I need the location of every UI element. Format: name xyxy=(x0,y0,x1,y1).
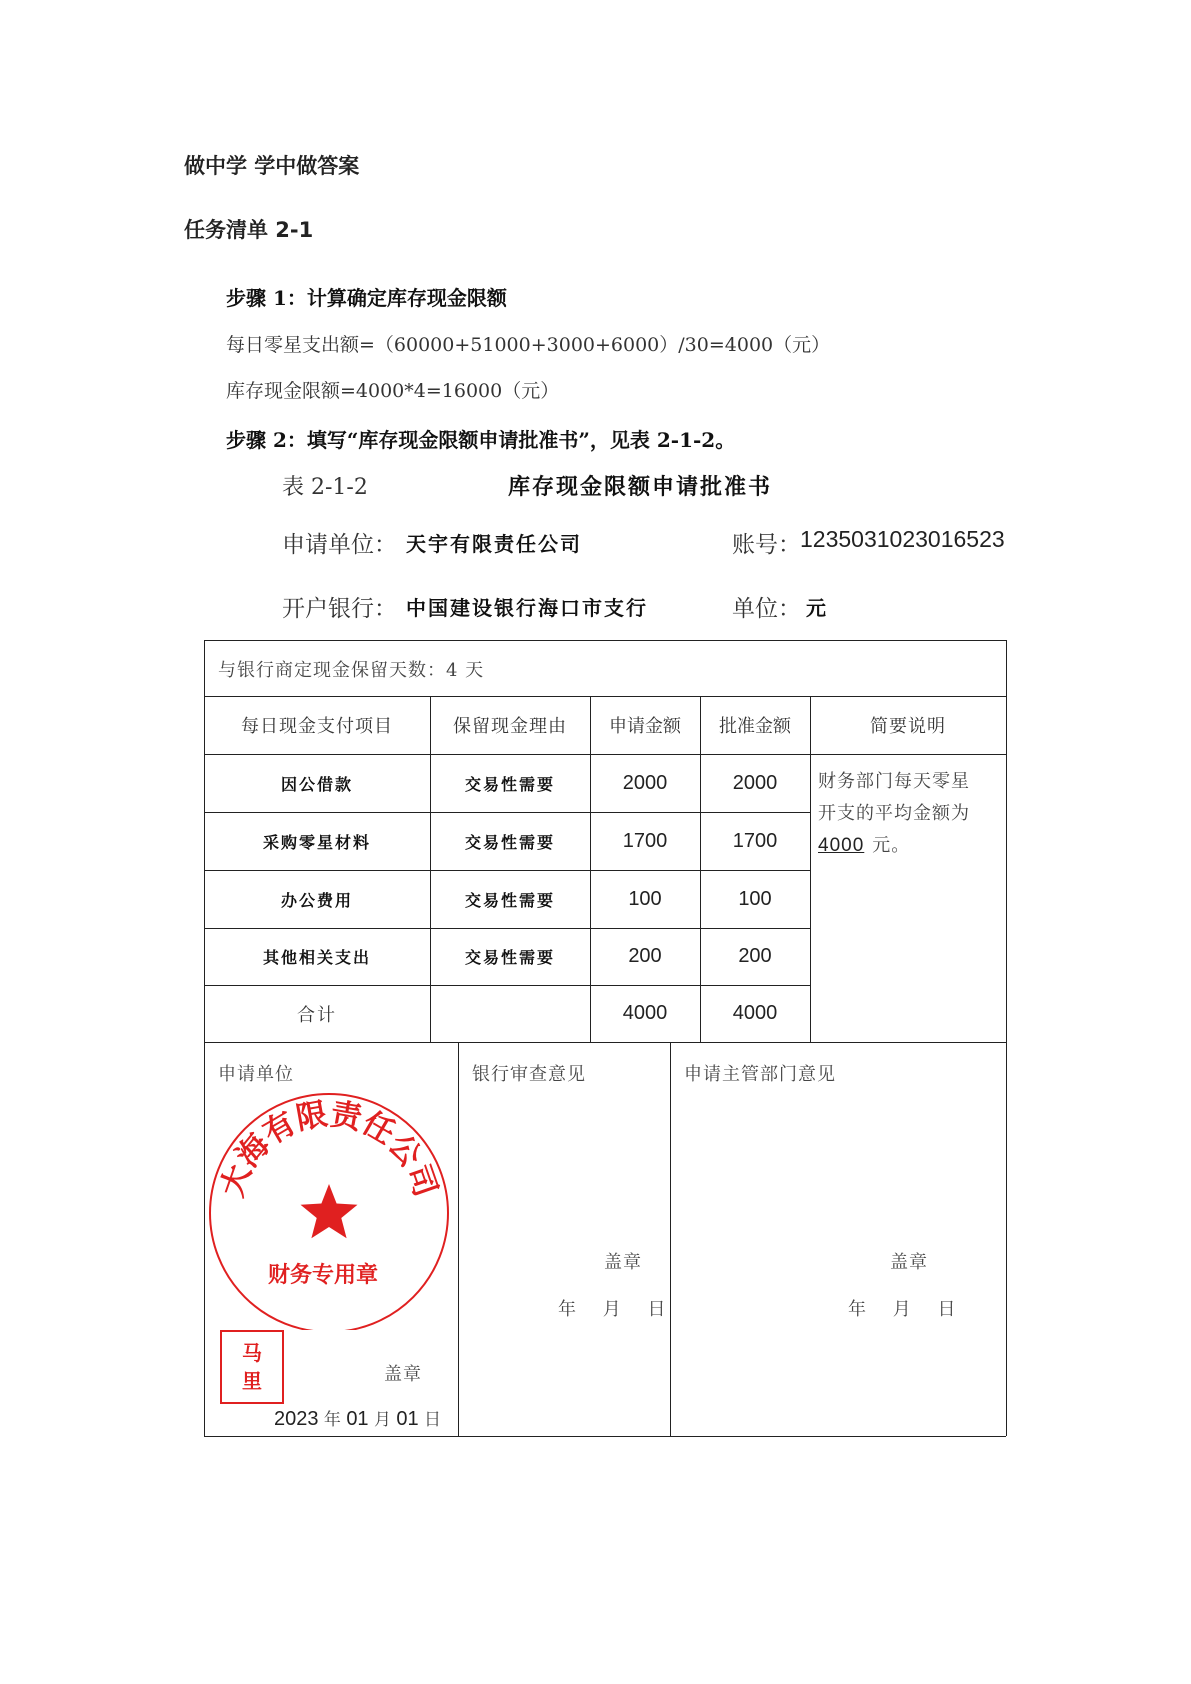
bank-date: 年 月 日 xyxy=(558,1299,667,1320)
retention-days: 与银行商定现金保留天数：4 天 xyxy=(218,660,485,681)
stamp-star xyxy=(301,1184,358,1238)
date-day-unit: 日 xyxy=(424,1410,442,1430)
stamp-company-text: 大海有限责任公司 xyxy=(214,1096,444,1202)
task-title: 任务清单 2-1 xyxy=(184,218,314,242)
date-year-unit: 年 xyxy=(323,1410,341,1430)
dept-opinion-title: 申请主管部门意见 xyxy=(684,1064,836,1085)
dept-date: 年 月 日 xyxy=(848,1299,957,1320)
note-line3 xyxy=(818,830,998,862)
table-row-approved: 100 xyxy=(738,887,772,910)
page-heading: 做中学 学中做答案 xyxy=(184,154,360,178)
bank-label: 开户银行： xyxy=(282,596,397,622)
table-row-item: 因公借款 xyxy=(280,774,353,794)
header-approved: 批准金额 xyxy=(719,716,791,737)
table-row-applied: 100 xyxy=(628,887,662,910)
cash-limit-formula: 库存现金限额=4000*4=16000（元） xyxy=(226,380,560,402)
note-amount: 4000 xyxy=(818,835,865,856)
personal-seal xyxy=(220,1330,284,1404)
brief-note xyxy=(818,766,998,862)
header-applied: 申请金额 xyxy=(609,716,681,737)
total-reason xyxy=(430,985,590,1042)
table-row-reason: 交易性需要 xyxy=(464,948,555,967)
applicant-value: 天宇有限责任公司 xyxy=(406,532,582,556)
note-line1: 财务部门每天零星 xyxy=(818,771,970,792)
seal-char-2: 里 xyxy=(242,1369,262,1393)
table-row-applied: 200 xyxy=(628,945,662,967)
header-note: 简要说明 xyxy=(870,716,946,737)
total-approved: 4000 xyxy=(732,1002,778,1024)
date-day: 01 xyxy=(396,1408,419,1430)
bank-review-title: 银行审查意见 xyxy=(472,1064,586,1085)
total-label: 合计 xyxy=(297,1004,337,1026)
unit-value: 元 xyxy=(806,596,826,620)
table-row-reason: 交易性需要 xyxy=(464,832,555,852)
note-line2: 开支的平均金额为 xyxy=(818,803,970,824)
step2-title: 步骤 2：填写“库存现金限额申请批准书”，见表 2-1-2。 xyxy=(226,428,736,452)
date-month-unit: 月 xyxy=(373,1410,391,1430)
account-label: 账号： xyxy=(732,532,801,558)
table-row-reason: 交易性需要 xyxy=(464,890,555,910)
table-number: 表 2-1-2 xyxy=(282,475,368,500)
table-row-approved: 200 xyxy=(738,945,772,967)
header-item: 每日现金支付项目 xyxy=(241,716,393,737)
seal-char-1: 马 xyxy=(242,1341,262,1365)
company-stamp xyxy=(204,1080,454,1330)
step1-title: 步骤 1：计算确定库存现金限额 xyxy=(226,286,507,310)
stamp-purpose-text: 财务专用章 xyxy=(267,1263,379,1288)
applicant-seal-label: 盖章 xyxy=(384,1364,422,1385)
date-month: 01 xyxy=(346,1408,369,1430)
table-row-item: 其他相关支出 xyxy=(262,948,371,967)
date-year: 2023 xyxy=(274,1408,319,1430)
table-row-applied: 2000 xyxy=(622,771,668,794)
table-row-item: 办公费用 xyxy=(280,890,353,910)
table-row-reason: 交易性需要 xyxy=(464,774,555,794)
table-row-approved: 1700 xyxy=(732,829,778,852)
bank-seal-label: 盖章 xyxy=(604,1252,642,1273)
note-suffix: 元。 xyxy=(872,835,911,856)
account-value: 1235031023016523 xyxy=(800,526,1005,552)
daily-expense-formula: 每日零星支出额=（60000+51000+3000+6000）/30=4000（元） xyxy=(226,334,831,356)
unit-label: 单位： xyxy=(732,596,801,622)
table-title: 库存现金限额申请批准书 xyxy=(508,474,773,500)
table-row-item: 采购零星材料 xyxy=(262,832,371,852)
applicant-date xyxy=(274,1405,441,1431)
header-reason: 保留现金理由 xyxy=(453,716,567,737)
applicant-label: 申请单位： xyxy=(282,532,397,558)
dept-seal-label: 盖章 xyxy=(890,1252,928,1273)
bank-value: 中国建设银行海口市支行 xyxy=(406,596,648,620)
table-row-approved: 2000 xyxy=(732,771,778,794)
applicant-sign-title: 申请单位 xyxy=(218,1064,294,1085)
cash-limit-table xyxy=(204,640,1006,1436)
total-applied: 4000 xyxy=(622,1002,668,1024)
table-row-applied: 1700 xyxy=(622,829,668,852)
